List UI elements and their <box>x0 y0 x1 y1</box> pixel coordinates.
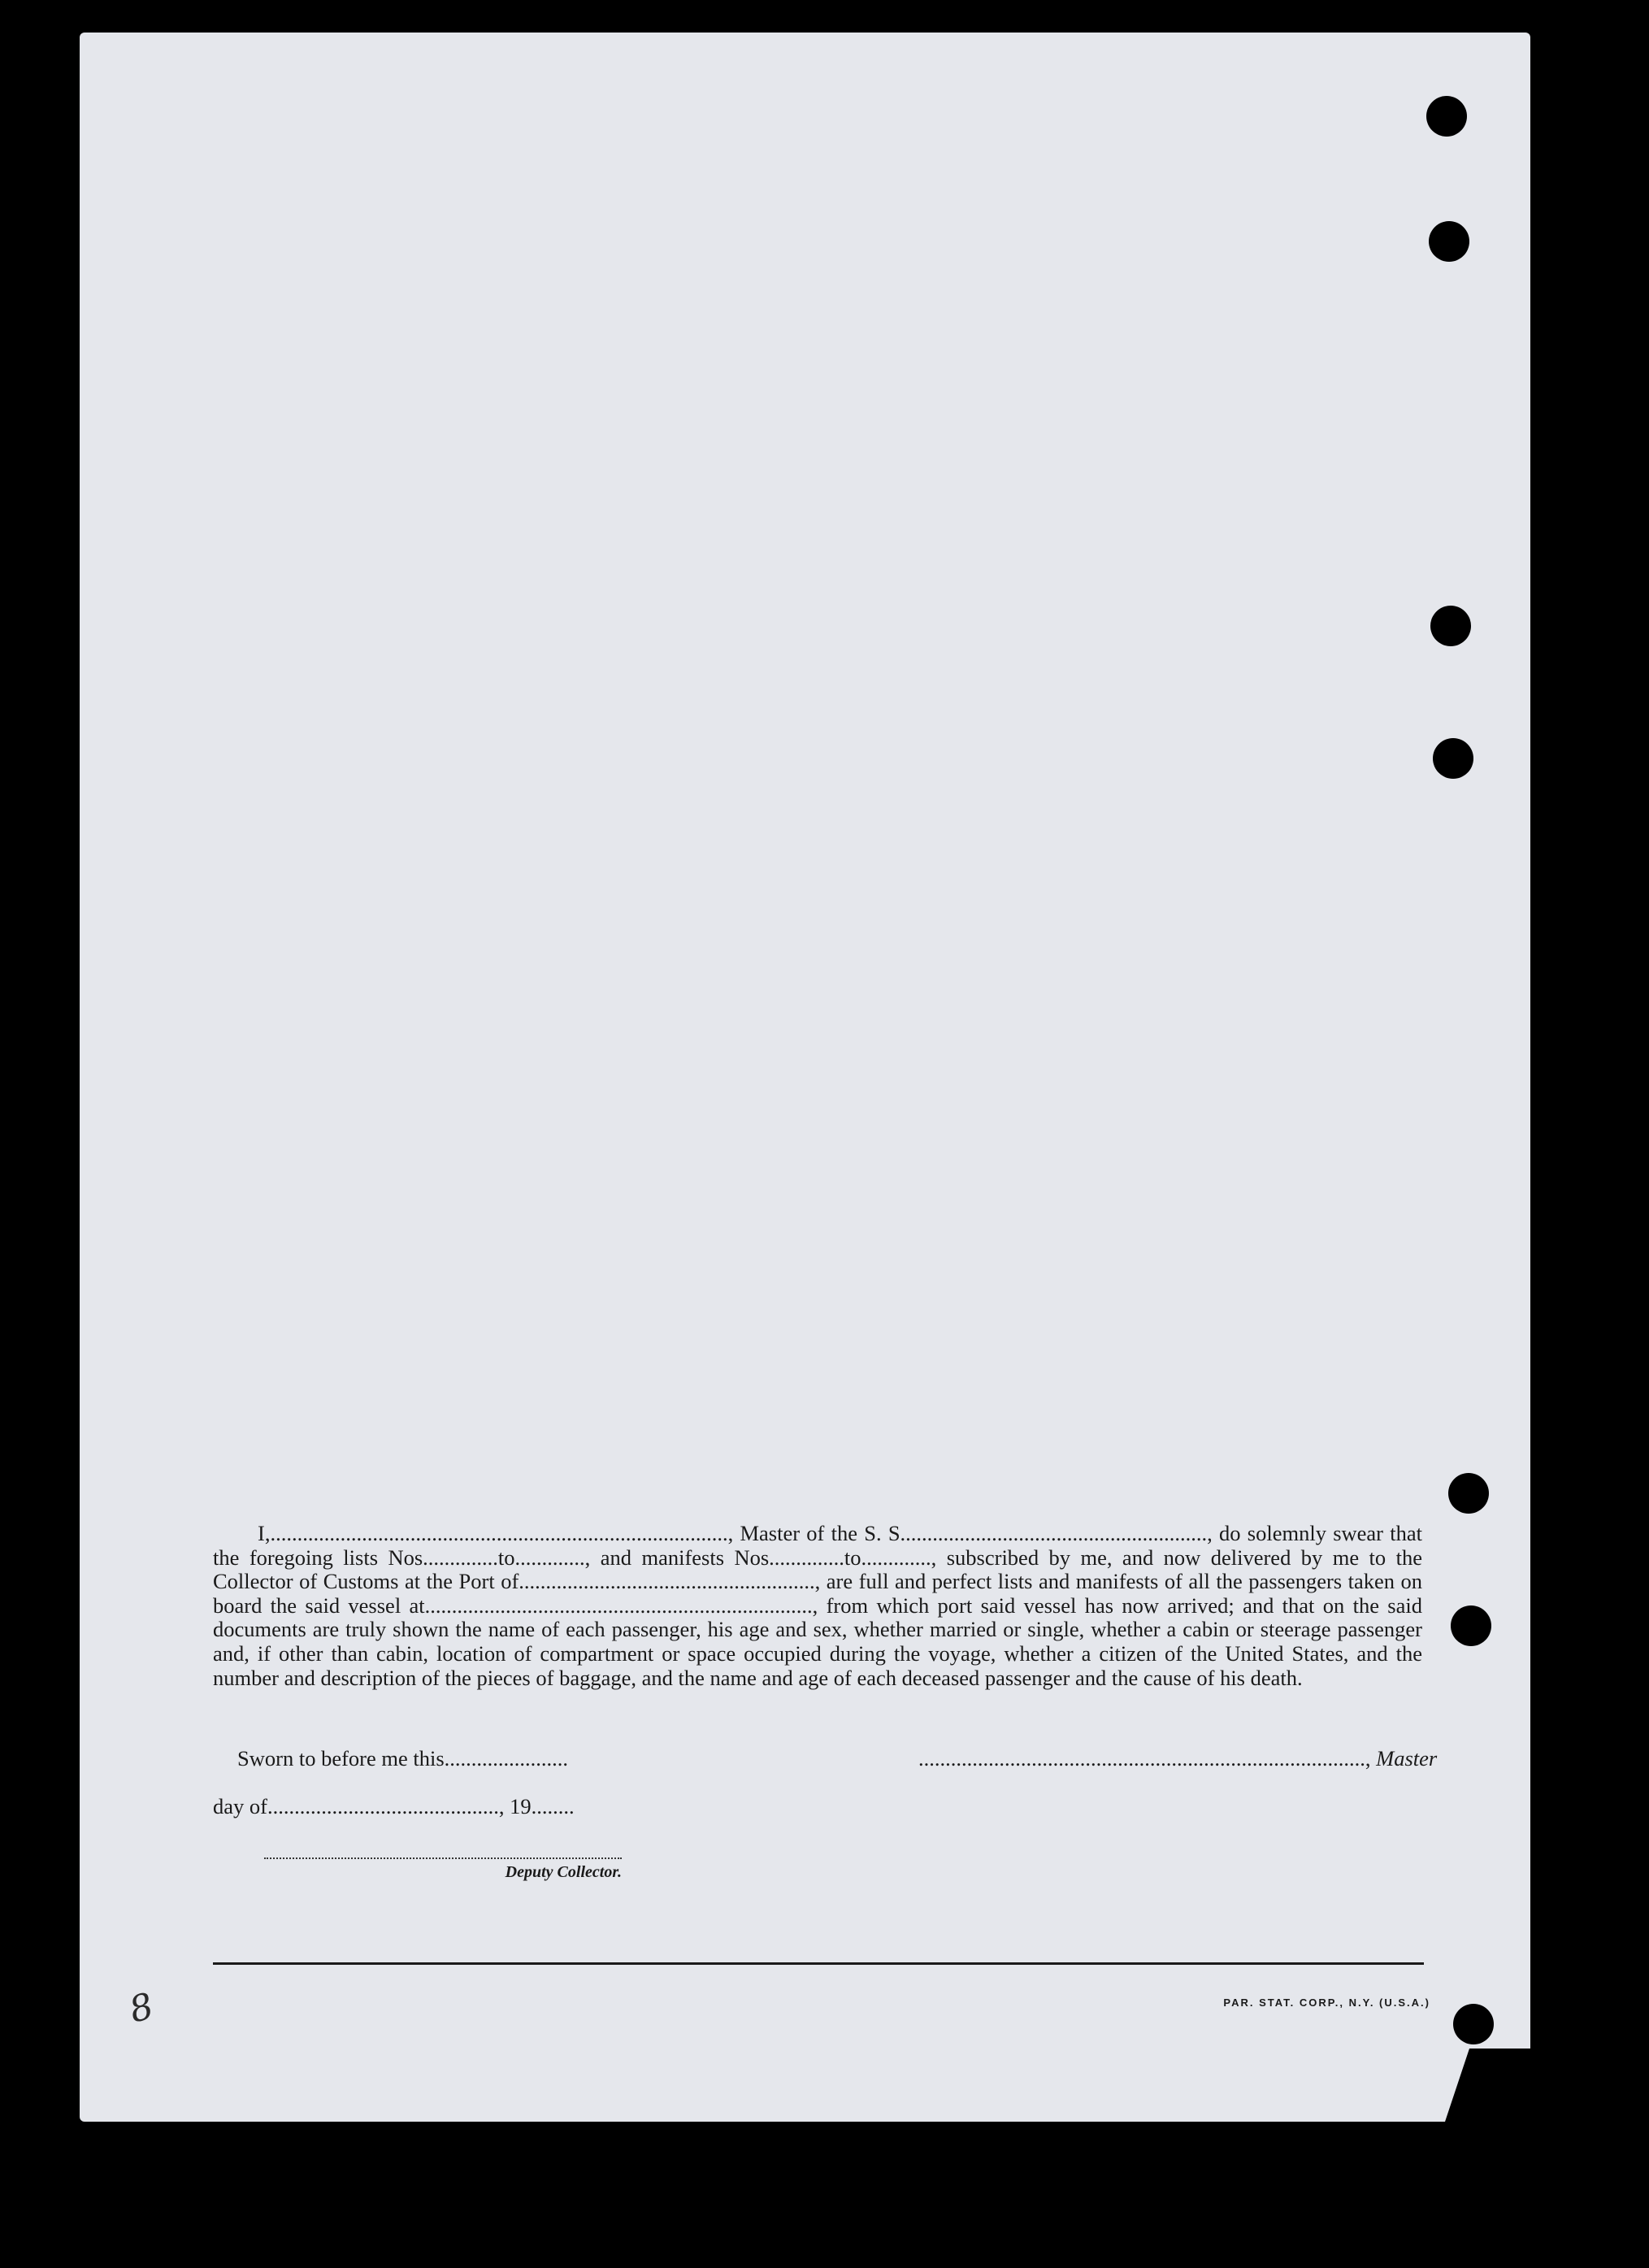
footer-rule <box>213 1962 1424 1965</box>
day-of-line: day of..........................................., 19........ <box>213 1794 575 1818</box>
master-signature-dots: ..................................................................................., <box>918 1746 1371 1771</box>
punch-hole <box>1429 221 1469 262</box>
deputy-collector-label: Deputy Collector. <box>505 1863 622 1881</box>
punch-hole <box>1430 606 1471 646</box>
master-label: Master <box>1376 1746 1438 1771</box>
punch-hole <box>1448 1473 1489 1514</box>
sworn-before-line: Sworn to before me this....................... <box>237 1746 569 1771</box>
printer-imprint: PAR. STAT. CORP., N.Y. (U.S.A.) <box>1223 1996 1430 2009</box>
punch-hole <box>1426 96 1467 137</box>
master-signature-line <box>918 1746 1438 1771</box>
punch-hole <box>1453 2004 1494 2044</box>
punch-hole <box>1433 738 1473 779</box>
handwritten-mark: 8 <box>124 1985 158 2031</box>
deputy-signature-line <box>264 1857 622 1859</box>
punch-hole <box>1451 1605 1491 1646</box>
master-oath-paragraph: I,....................................................................................., Master of the S. S........................................................., do solemnly swear that the foregoing lists Nos..............to............., and manifests Nos..............to............., subscribed by me, and now delivered by me to the Collector of Customs at the Port of......................................................., are full and perfect lists and manifests of all the passengers taken on board the said vessel at........................................................................, from which port said vessel has now arrived; and that on the said documents are truly shown the name of each passenger, his age and sex, whether married or single, whether a cabin or steerage passenger and, if other than cabin, location of compartment or space occupied during the voyage, whether a citizen of the United States, and the number and description of the pieces of baggage, and the name and age of each deceased passenger and the cause of his death. <box>213 1521 1422 1690</box>
